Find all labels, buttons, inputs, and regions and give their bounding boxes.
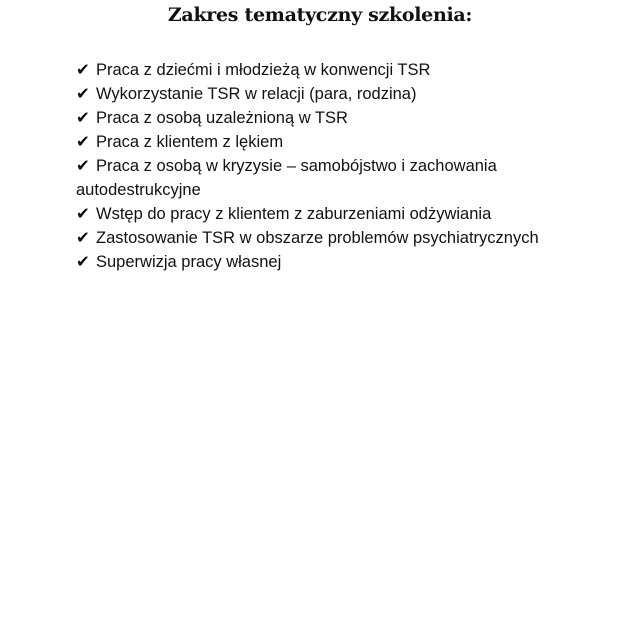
list-item: ✔ Praca z dziećmi i młodzieżą w konwencji TSR — [76, 58, 596, 82]
check-icon: ✔ — [76, 205, 90, 223]
check-icon: ✔ — [76, 85, 90, 103]
list-item: ✔ Praca z klientem z lękiem — [76, 130, 596, 154]
list-item: ✔ Wykorzystanie TSR w relacji (para, rodzina) — [76, 82, 596, 106]
check-icon: ✔ — [76, 229, 90, 247]
list-item: ✔ Zastosowanie TSR w obszarze problemów psychiatrycznych — [76, 226, 596, 250]
check-icon: ✔ — [76, 133, 90, 151]
check-icon: ✔ — [76, 157, 90, 175]
list-item: ✔ Wstęp do pracy z klientem z zaburzeniami odżywiania — [76, 202, 596, 226]
check-icon: ✔ — [76, 109, 90, 127]
list-item-continuation: autodestrukcyjne — [76, 181, 201, 199]
section-title: Zakres tematyczny szkolenia: — [167, 4, 473, 26]
list-item: ✔ Praca z osobą w kryzysie – samobójstwo i zachowania autodestrukcyjne — [76, 154, 596, 202]
list-item: ✔ Superwizja pracy własnej — [76, 250, 596, 274]
list-item: ✔ Praca z osobą uzależnioną w TSR — [76, 106, 596, 130]
check-icon: ✔ — [76, 253, 90, 271]
check-icon: ✔ — [76, 61, 90, 79]
topic-list — [76, 58, 596, 274]
